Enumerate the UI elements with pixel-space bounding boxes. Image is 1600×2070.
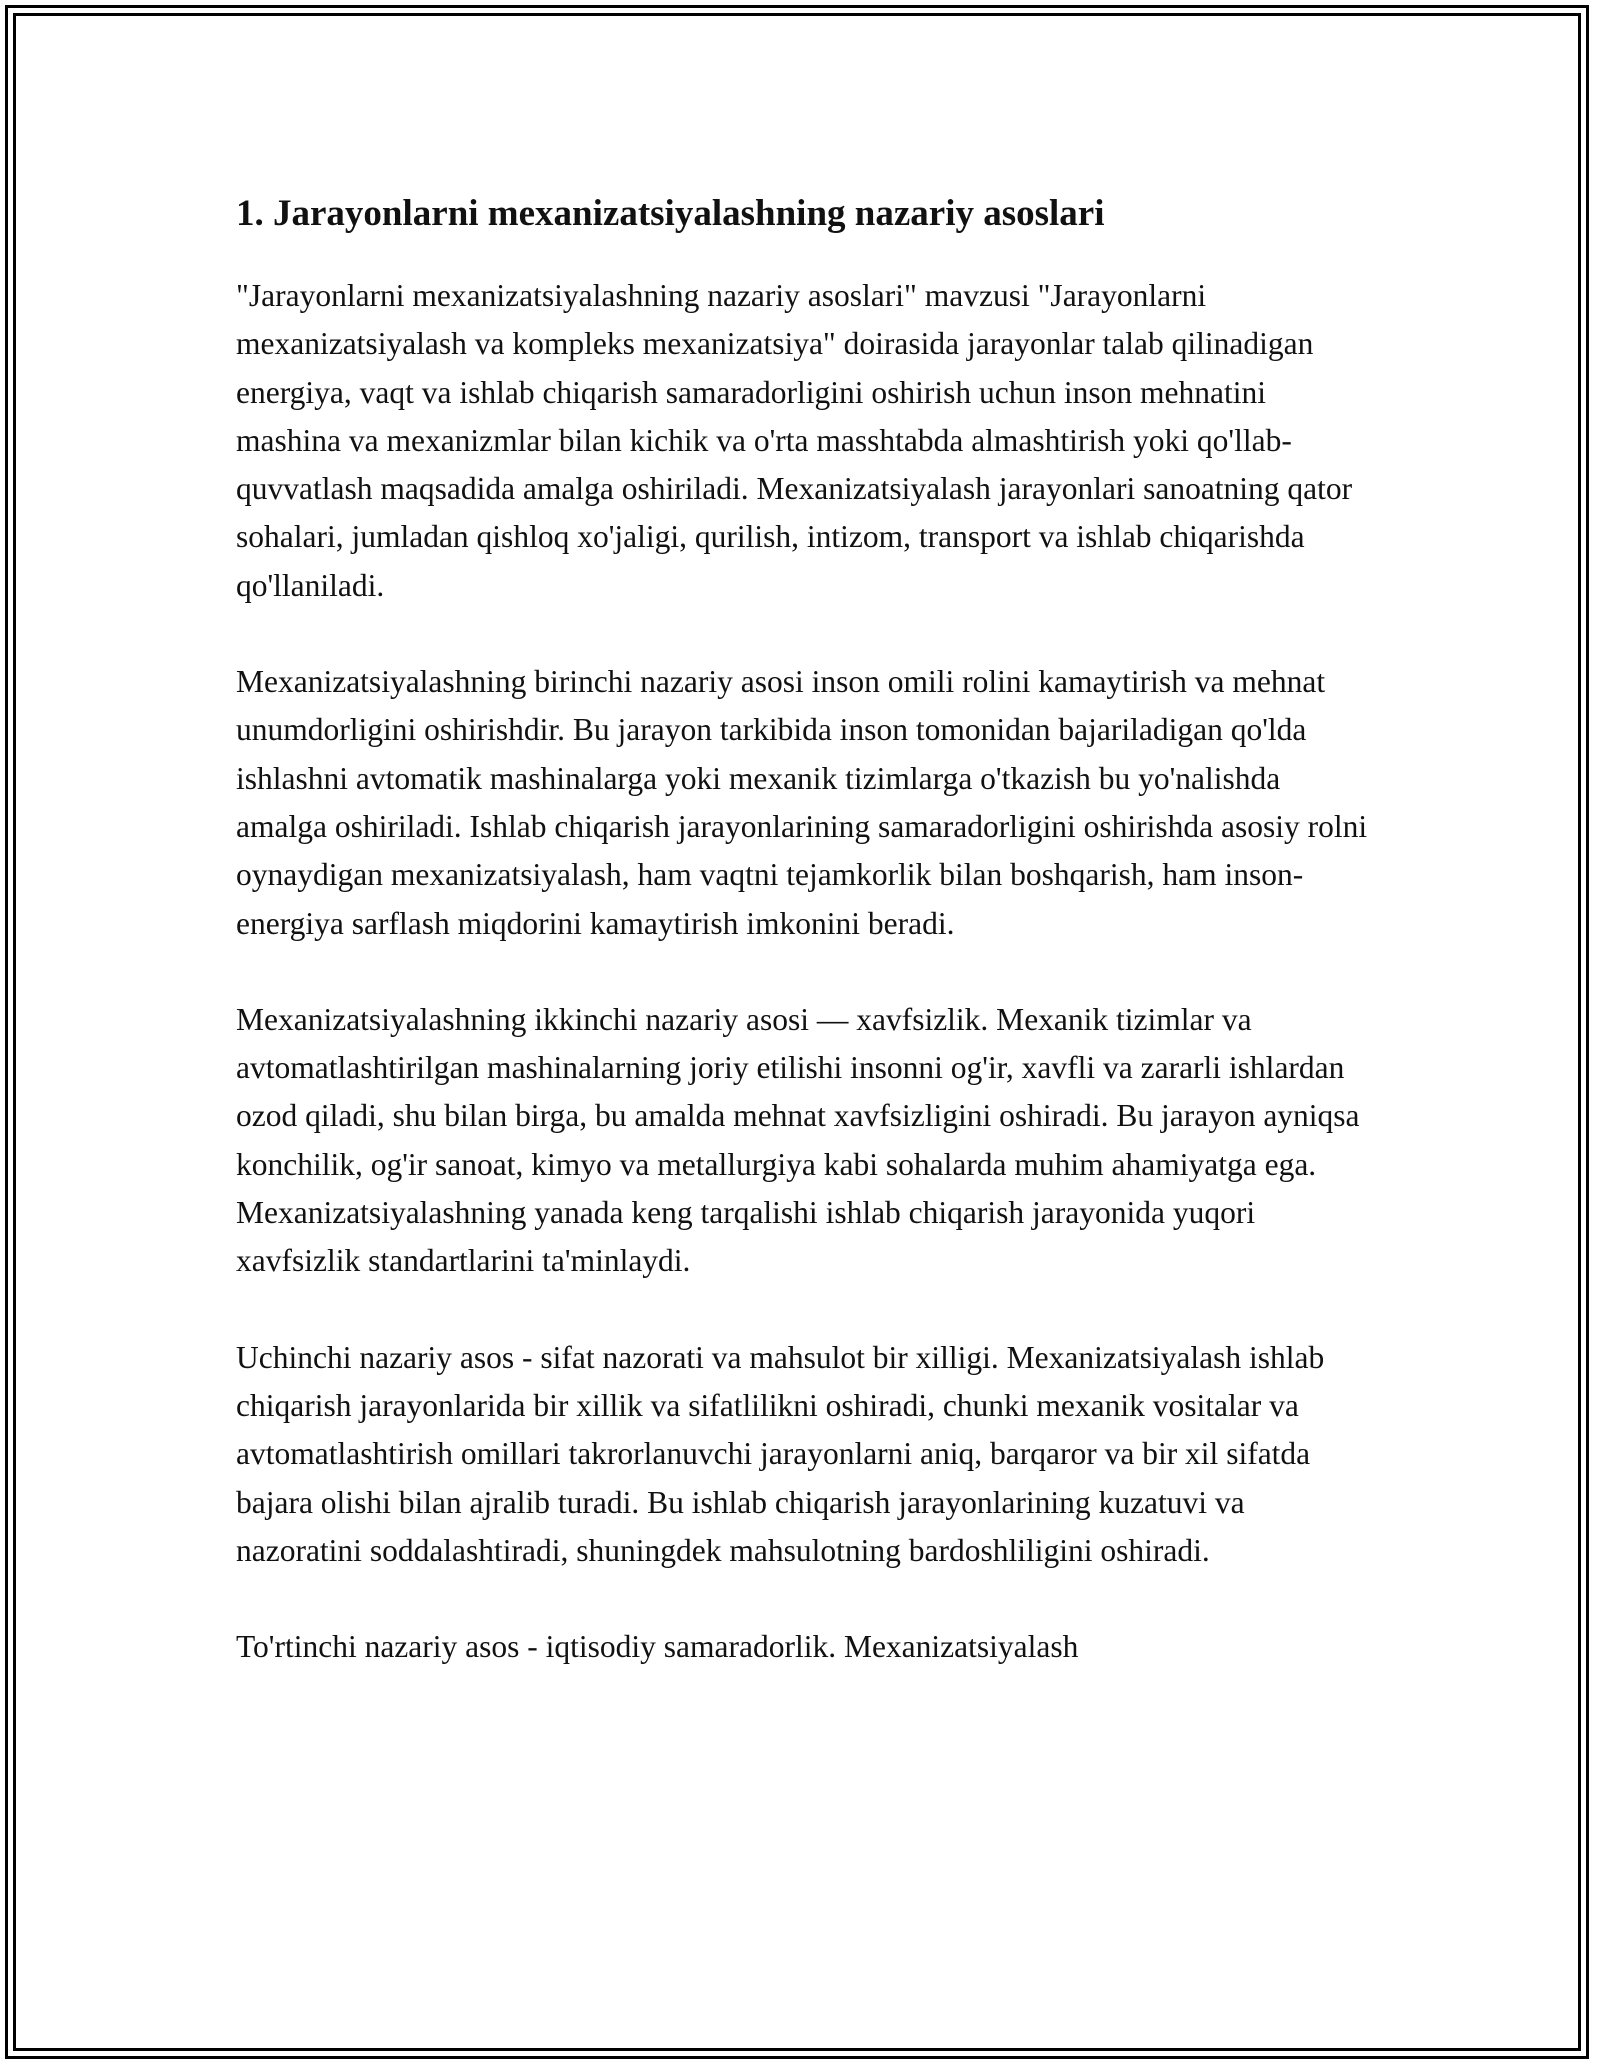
paragraph-first-basis: Mexanizatsiyalashning birinchi nazariy asosi inson omili rolini kamaytirish va mehnat unumdorligini oshirishdir. Bu jarayon tarkibida inson tomonidan bajariladigan qo'lda ishlashni avtomatik mashinalarga yoki mexanik tizimlarga o'tkazish bu yo'nalishda amalga oshiriladi. Ishlab chiqarish jarayonlarining samaradorligini oshirishda asosiy rolni oynaydigan mexanizatsiyalash, ham vaqtni tejamkorlik bilan boshqarish, ham inson-energiya sarflash miqdorini kamaytirish imkonini beradi. — [236, 664, 1368, 941]
paragraph-fourth-basis: To'rtinchi nazariy asos - iqtisodiy samaradorlik. Mexanizatsiyalash — [236, 1629, 1079, 1665]
document-title: 1. Jarayonlarni mexanizatsiyalashning nazariy asoslari — [236, 193, 1105, 234]
paragraph-second-basis: Mexanizatsiyalashning ikkinchi nazariy asosi — xavfsizlik. Mexanik tizimlar va avtomatlashtirilgan mashinalarning joriy etilishi insonni og'ir, xavfli va zararli ishlardan ozod qiladi, shu bilan birga, bu amalda mehnat xavfsizligini oshiradi. Bu jarayon ayniqsa konchilik, og'ir sanoat, kimyo va metallurgiya kabi sohalarda muhim ahamiyatga ega. Mexanizatsiyalashning yanada keng tarqalishi ishlab chiqarish jarayonida yuqori xavfsizlik standartlarini ta'minlaydi. — [236, 1001, 1360, 1279]
document-body — [236, 186, 1376, 1719]
paragraph-intro: "Jarayonlarni mexanizatsiyalashning nazariy asoslari" mavzusi "Jarayonlarni mexanizatsiyalash va kompleks mexanizatsiya" doirasida jarayonlar talab qilinadigan energiya, vaqt va ishlab chiqarish samaradorligini oshirish uchun inson mehnatini mashina va mexanizmlar bilan kichik va o'rta masshtabda almashtirish yoki qo'llab-quvvatlash maqsadida amalga oshiriladi. Mexanizatsiyalash jarayonlari sanoatning qator sohalari, jumladan qishloq xo'jaligi, qurilish, intizom, transport va ishlab chiqarishda qo'llaniladi. — [236, 278, 1353, 603]
paragraph-third-basis: Uchinchi nazariy asos - sifat nazorati va mahsulot bir xilligi. Mexanizatsiyalash ishlab chiqarish jarayonlarida bir xillik va sifatlilikni oshiradi, chunki mexanik vositalar va avtomatlashtirish omillari takrorlanuvchi jarayonlarni aniq, barqaror va bir xil sifatda bajara olishi bilan ajralib turadi. Bu ishlab chiqarish jarayonlarining kuzatuvi va nazoratini soddalashtiradi, shuningdek mahsulotning bardoshliligini oshiradi. — [236, 1339, 1325, 1568]
